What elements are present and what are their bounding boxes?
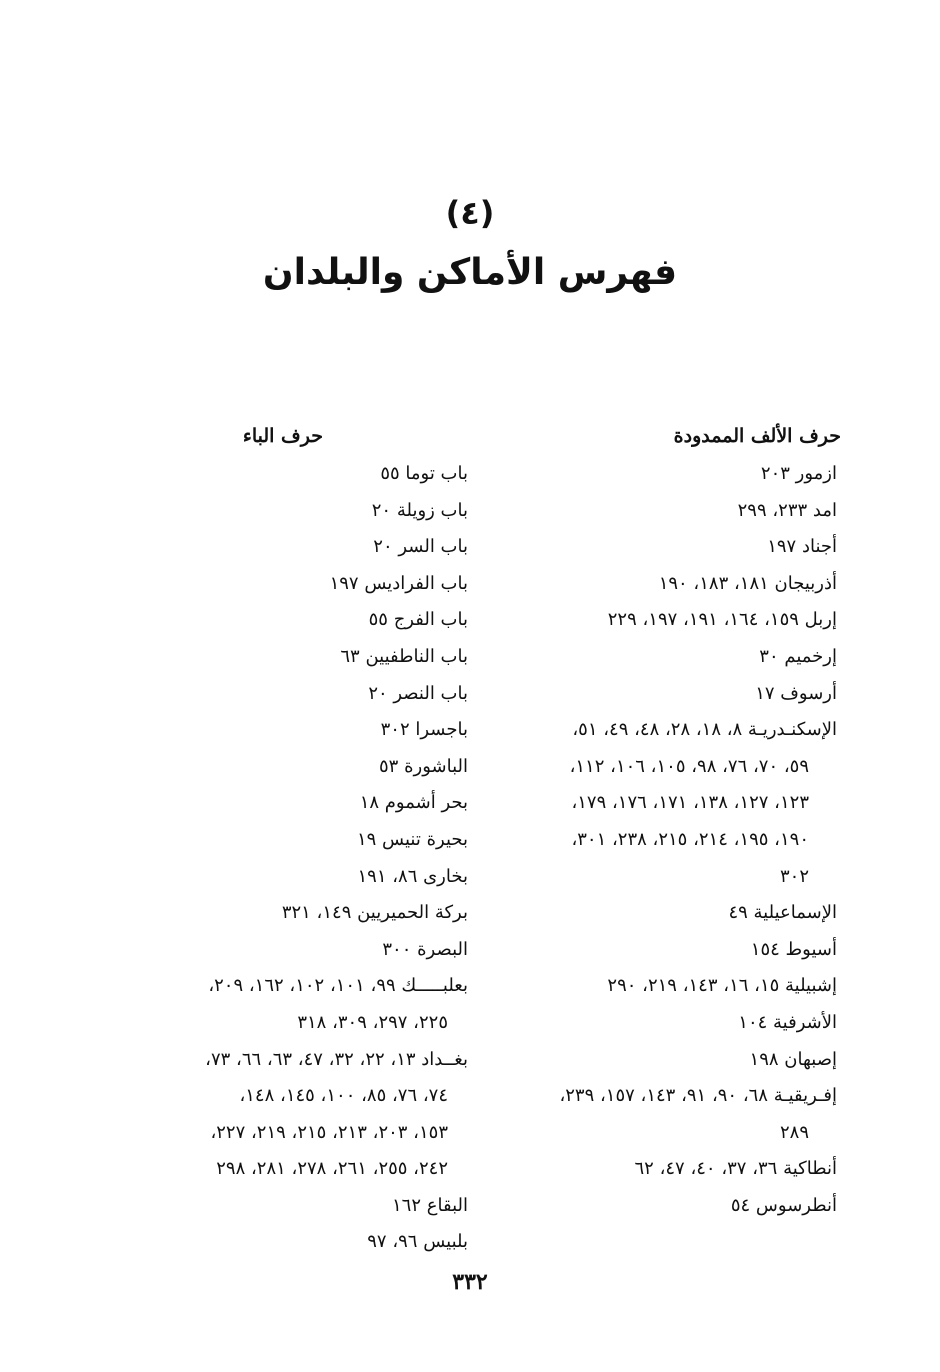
index-entry xyxy=(93,968,468,1041)
index-entry xyxy=(457,968,837,1005)
entry-line: بلبيس ٩٦، ٩٧ xyxy=(367,1231,468,1253)
index-entry xyxy=(93,493,468,530)
index-entry xyxy=(457,932,837,969)
entry-line: باجسرا ٣٠٢ xyxy=(380,719,468,741)
entry-line: باب الناطفيين ٦٣ xyxy=(340,645,468,667)
index-entry xyxy=(93,785,468,822)
index-entry xyxy=(93,529,468,566)
index-entry xyxy=(457,639,837,676)
index-entry xyxy=(93,1224,468,1261)
entry-line: بخارى ٨٦، ١٩١ xyxy=(357,865,468,887)
entry-line: أسيوط ١٥٤ xyxy=(750,938,837,960)
column-heading: حرف الباء xyxy=(242,425,323,447)
entry-line: إشبيلية ١٥، ١٦، ١٤٣، ٢١٩، ٢٩٠ xyxy=(607,975,837,997)
index-column-alif xyxy=(457,416,841,1224)
page-number: ٣٣٢ xyxy=(452,1269,488,1295)
entry-continuation-line: ٢٤٢، ٢٥٥، ٢٦١، ٢٧٨، ٢٨١، ٢٩٨ xyxy=(216,1158,448,1180)
index-entry xyxy=(457,1005,837,1042)
section-number: (٤) xyxy=(445,194,495,232)
entry-line: الباشورة ٥٣ xyxy=(379,755,468,777)
index-entry xyxy=(93,749,468,786)
entry-continuation-line: ٣٠٢ xyxy=(779,865,809,887)
entry-line: بحر أشموم ١٨ xyxy=(359,792,468,814)
entry-line: الإسكنـدريـة ٨، ١٨، ٢٨، ٤٨، ٤٩، ٥١، xyxy=(572,719,837,741)
index-entry xyxy=(93,639,468,676)
entry-line: بركة الحميريين ١٤٩، ٣٢١ xyxy=(281,902,468,924)
index-entry xyxy=(93,602,468,639)
index-entry xyxy=(457,456,837,493)
index-entry xyxy=(457,529,837,566)
entry-continuation-line: ٧٤، ٧٦، ٨٥، ١٠٠، ١٤٥، ١٤٨، xyxy=(239,1085,448,1107)
entry-continuation-line: ١٥٣، ٢٠٣، ٢١٣، ٢١٥، ٢١٩، ٢٢٧، xyxy=(210,1121,448,1143)
entry-line: بعلبـــــك ٩٩، ١٠١، ١٠٢، ١٦٢، ٢٠٩، xyxy=(208,975,468,997)
index-entry xyxy=(457,566,837,603)
entry-line: باب زويلة ٢٠ xyxy=(371,499,468,521)
page-title: فهرس الأماكن والبلدان xyxy=(262,252,678,293)
entry-line: أجناد ١٩٧ xyxy=(767,536,837,558)
entry-continuation-line: ١٩٠، ١٩٥، ٢١٤، ٢١٥، ٢٣٨، ٣٠١، xyxy=(571,828,809,850)
entry-line: إرخميم ٣٠ xyxy=(759,645,837,667)
entry-line: ازمور ٢٠٣ xyxy=(760,463,837,484)
entry-list xyxy=(93,456,468,1261)
index-entry xyxy=(457,1188,837,1225)
entry-continuation-line: ٢٢٥، ٢٩٧، ٣٠٩، ٣١٨ xyxy=(297,1011,448,1033)
entry-line: الإسماعيلية ٤٩ xyxy=(728,902,837,924)
index-entry xyxy=(93,676,468,713)
index-entry xyxy=(457,602,837,639)
index-entry xyxy=(457,1042,837,1079)
entry-line: أنطرسوس ٥٤ xyxy=(730,1194,837,1216)
index-entry xyxy=(93,822,468,859)
entry-continuation-line: ٢٨٩ xyxy=(779,1121,809,1143)
index-entry xyxy=(457,1078,837,1151)
entry-line: أرسوف ١٧ xyxy=(755,682,837,704)
entry-line: البصرة ٣٠٠ xyxy=(382,938,468,960)
entry-line: باب السر ٢٠ xyxy=(373,536,468,558)
entry-line: باب النصر ٢٠ xyxy=(368,682,468,704)
index-entry xyxy=(93,1042,468,1188)
index-entry xyxy=(93,456,468,493)
entry-line: البقاع ١٦٢ xyxy=(392,1194,468,1216)
entry-continuation-line: ١٢٣، ١٢٧، ١٣٨، ١٧١، ١٧٦، ١٧٩، xyxy=(571,792,809,814)
index-entry xyxy=(93,859,468,896)
entry-line: باب الفراديس ١٩٧ xyxy=(329,572,468,594)
entry-line: إربل ١٥٩، ١٦٤، ١٩١، ١٩٧، ٢٢٩ xyxy=(607,609,837,631)
index-entry xyxy=(457,676,837,713)
index-entry xyxy=(93,566,468,603)
entry-continuation-line: ٥٩، ٧٠، ٧٦، ٩٨، ١٠٥، ١٠٦، ١١٢، xyxy=(569,755,809,777)
index-entry xyxy=(93,895,468,932)
index-column-ba xyxy=(93,416,468,1261)
column-heading: حرف الألف الممدودة xyxy=(673,425,841,447)
entry-line: أذربيجان ١٨١، ١٨٣، ١٩٠ xyxy=(658,572,837,594)
entry-line: بغــداد ١٣، ٢٢، ٣٢، ٤٧، ٦٣، ٦٦، ٧٣، xyxy=(205,1048,468,1070)
entry-line: إصبهان ١٩٨ xyxy=(749,1048,837,1070)
index-entry xyxy=(93,1188,468,1225)
index-entry xyxy=(457,895,837,932)
entry-line: أنطاكية ٣٦، ٣٧، ٤٠، ٤٧، ٦٢ xyxy=(634,1158,837,1180)
entry-line: امد ٢٣٣، ٢٩٩ xyxy=(737,499,837,521)
index-entry xyxy=(93,712,468,749)
index-entry xyxy=(457,712,837,895)
entry-line: الأشرفية ١٠٤ xyxy=(738,1011,837,1033)
entry-line: باب توما ٥٥ xyxy=(380,463,468,484)
entry-line: إفـريقيـة ٦٨، ٩٠، ٩١، ١٤٣، ١٥٧، ٢٣٩، xyxy=(559,1085,837,1107)
index-entry xyxy=(457,493,837,530)
entry-line: باب الفرج ٥٥ xyxy=(368,609,468,631)
entry-line: بحيرة تنيس ١٩ xyxy=(356,828,468,850)
index-entry xyxy=(93,932,468,969)
index-entry xyxy=(457,1151,837,1188)
entry-list xyxy=(457,456,837,1224)
